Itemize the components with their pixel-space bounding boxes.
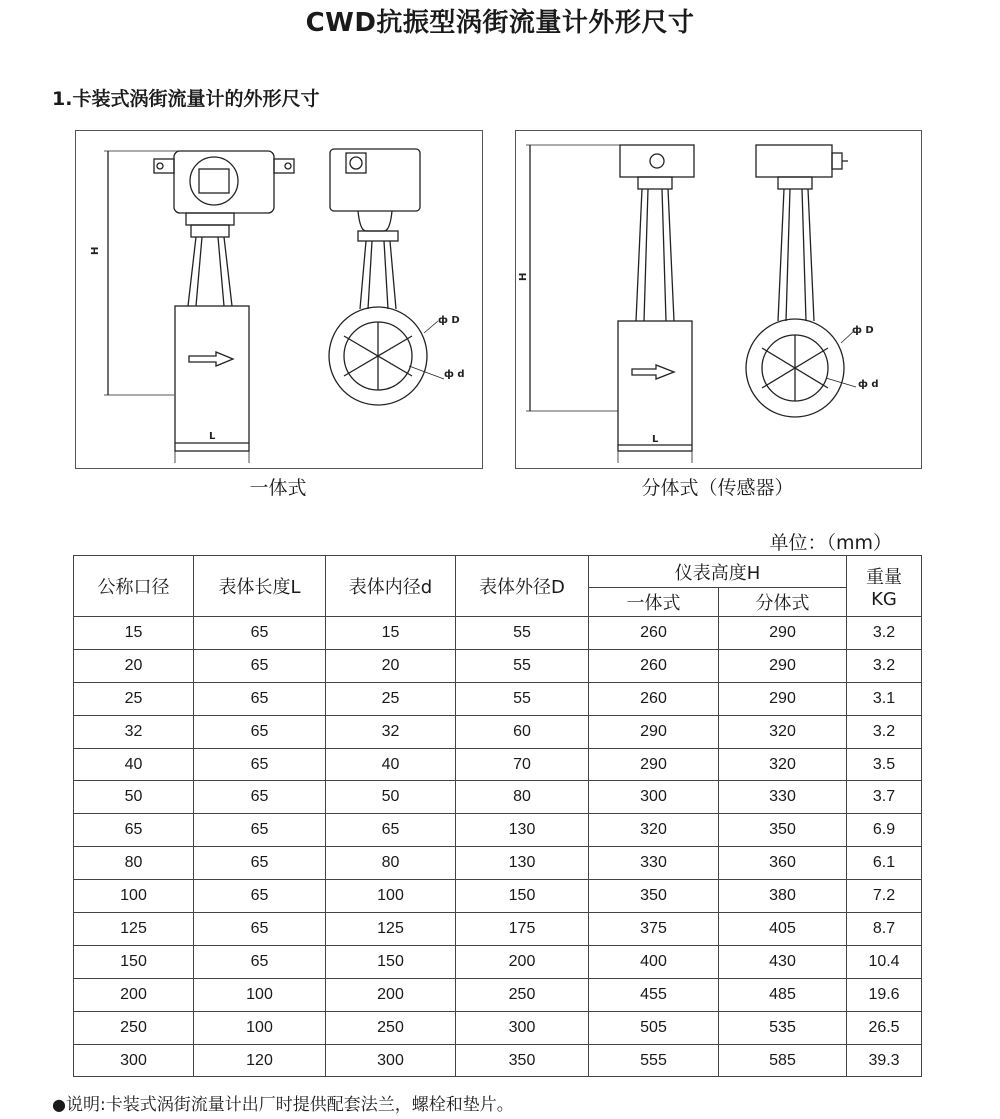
- table-cell: 3.7: [847, 781, 922, 814]
- table-cell: 65: [194, 649, 326, 682]
- table-cell: 80: [74, 847, 194, 880]
- table-cell: 200: [456, 945, 589, 978]
- flow-direction-arrow: [632, 365, 674, 379]
- table-cell: 485: [719, 978, 847, 1011]
- table-cell: 320: [719, 748, 847, 781]
- table-cell: 130: [456, 814, 589, 847]
- table-row: [74, 617, 922, 650]
- table-cell: 200: [326, 978, 456, 1011]
- dimension-table: [73, 555, 922, 1077]
- table-cell: 32: [326, 715, 456, 748]
- table-cell: 260: [589, 617, 719, 650]
- table-cell: 150: [74, 945, 194, 978]
- table-cell: 3.2: [847, 649, 922, 682]
- section-title: 1.卡装式涡街流量计的外形尺寸: [52, 88, 320, 110]
- sensor-junction-box: [620, 145, 694, 177]
- header-body-inner-diameter: 表体内径d: [326, 556, 456, 617]
- table-cell: 26.5: [847, 1011, 922, 1044]
- table-row: [74, 748, 922, 781]
- table-cell: 39.3: [847, 1044, 922, 1077]
- table-cell: 65: [194, 913, 326, 946]
- table-row: [74, 781, 922, 814]
- inner-diameter-label: ф d: [444, 369, 465, 380]
- table-row: [74, 814, 922, 847]
- table-cell: 55: [456, 649, 589, 682]
- split-type-caption: 分体式（传感器）: [641, 477, 794, 499]
- table-cell: 455: [589, 978, 719, 1011]
- table-row: [74, 649, 922, 682]
- table-cell: 250: [326, 1011, 456, 1044]
- length-label: L: [652, 434, 659, 445]
- table-cell: 585: [719, 1044, 847, 1077]
- header-body-length: 表体长度L: [194, 556, 326, 617]
- split-type-diagram: [515, 130, 922, 469]
- table-cell: 505: [589, 1011, 719, 1044]
- table-cell: 40: [326, 748, 456, 781]
- table-cell: 65: [74, 814, 194, 847]
- table-row: [74, 847, 922, 880]
- table-cell: 320: [719, 715, 847, 748]
- transmitter-side-view: [330, 149, 420, 211]
- table-cell: 6.9: [847, 814, 922, 847]
- inner-diameter-label: ф d: [858, 379, 879, 390]
- length-label: L: [209, 431, 216, 442]
- table-cell: 20: [326, 649, 456, 682]
- flow-body: [618, 321, 692, 451]
- table-header-row: [74, 556, 922, 588]
- table-row: [74, 913, 922, 946]
- table-cell: 320: [589, 814, 719, 847]
- table-cell: 250: [456, 978, 589, 1011]
- table-cell: 65: [194, 880, 326, 913]
- table-cell: 200: [74, 978, 194, 1011]
- table-cell: 300: [326, 1044, 456, 1077]
- table-cell: 125: [74, 913, 194, 946]
- table-cell: 290: [719, 649, 847, 682]
- table-cell: 50: [326, 781, 456, 814]
- table-cell: 175: [456, 913, 589, 946]
- table-cell: 3.1: [847, 682, 922, 715]
- header-meter-height: 仪表高度H: [589, 556, 847, 588]
- outer-diameter-label: ф D: [438, 315, 460, 326]
- table-cell: 150: [326, 945, 456, 978]
- table-cell: 65: [194, 814, 326, 847]
- table-cell: 3.2: [847, 715, 922, 748]
- table-cell: 80: [326, 847, 456, 880]
- footnote-text: 说明:卡装式涡街流量计出厂时提供配套法兰，螺栓和垫片。: [65, 1095, 514, 1115]
- table-row: [74, 1044, 922, 1077]
- table-cell: 60: [456, 715, 589, 748]
- table-cell: 130: [456, 847, 589, 880]
- table-cell: 400: [589, 945, 719, 978]
- table-cell: 300: [456, 1011, 589, 1044]
- table-cell: 65: [194, 945, 326, 978]
- height-label: H: [518, 272, 529, 281]
- header-weight-unit: KG: [871, 588, 897, 610]
- table-cell: 65: [194, 847, 326, 880]
- table-cell: 65: [194, 715, 326, 748]
- header-nominal-diameter: 公称口径: [74, 556, 194, 617]
- table-cell: 100: [74, 880, 194, 913]
- transmitter-housing: [174, 151, 274, 213]
- table-cell: 120: [194, 1044, 326, 1077]
- footnote: [52, 1090, 514, 1115]
- header-integrated: 一体式: [589, 588, 719, 617]
- table-cell: 290: [589, 748, 719, 781]
- table-cell: 100: [194, 978, 326, 1011]
- table-row: [74, 978, 922, 1011]
- page-title: CWD抗振型涡街流量计外形尺寸: [305, 8, 695, 38]
- table-cell: 55: [456, 682, 589, 715]
- table-cell: 65: [194, 748, 326, 781]
- table-row: [74, 880, 922, 913]
- table-cell: 6.1: [847, 847, 922, 880]
- table-cell: 150: [456, 880, 589, 913]
- table-row: [74, 1011, 922, 1044]
- table-cell: 330: [589, 847, 719, 880]
- table-cell: 360: [719, 847, 847, 880]
- table-cell: 555: [589, 1044, 719, 1077]
- flow-body: [175, 306, 249, 451]
- table-cell: 10.4: [847, 945, 922, 978]
- table-cell: 80: [456, 781, 589, 814]
- table-cell: 350: [719, 814, 847, 847]
- header-body-outer-diameter: 表体外径D: [456, 556, 589, 617]
- outer-diameter-label: ф D: [852, 325, 874, 336]
- table-cell: 260: [589, 682, 719, 715]
- table-cell: 25: [74, 682, 194, 715]
- table-row: [74, 682, 922, 715]
- table-cell: 15: [74, 617, 194, 650]
- table-cell: 300: [74, 1044, 194, 1077]
- height-label: H: [90, 246, 101, 255]
- table-cell: 260: [589, 649, 719, 682]
- table-cell: 290: [589, 715, 719, 748]
- unit-note: 单位：（mm）: [769, 532, 892, 554]
- table-cell: 70: [456, 748, 589, 781]
- table-cell: 250: [74, 1011, 194, 1044]
- integrated-type-diagram: [75, 130, 483, 469]
- table-cell: 350: [456, 1044, 589, 1077]
- table-cell: 65: [326, 814, 456, 847]
- table-cell: 40: [74, 748, 194, 781]
- table-cell: 3.5: [847, 748, 922, 781]
- table-cell: 25: [326, 682, 456, 715]
- table-cell: 430: [719, 945, 847, 978]
- table-cell: 330: [719, 781, 847, 814]
- footnote-bullet: ●: [52, 1095, 66, 1114]
- table-cell: 380: [719, 880, 847, 913]
- table-cell: 3.2: [847, 617, 922, 650]
- table-cell: 65: [194, 682, 326, 715]
- table-cell: 65: [194, 781, 326, 814]
- sensor-side-view: [756, 145, 832, 177]
- header-weight: [847, 556, 922, 617]
- table-cell: 350: [589, 880, 719, 913]
- table-cell: 100: [326, 880, 456, 913]
- table-cell: 405: [719, 913, 847, 946]
- table-body: [74, 617, 922, 1077]
- table-row: [74, 945, 922, 978]
- table-cell: 65: [194, 617, 326, 650]
- table-cell: 375: [589, 913, 719, 946]
- table-cell: 8.7: [847, 913, 922, 946]
- header-split: 分体式: [719, 588, 847, 617]
- table-cell: 100: [194, 1011, 326, 1044]
- flow-direction-arrow: [189, 352, 233, 366]
- table-cell: 19.6: [847, 978, 922, 1011]
- table-cell: 50: [74, 781, 194, 814]
- integrated-type-caption: 一体式: [249, 477, 307, 499]
- table-row: [74, 715, 922, 748]
- table-cell: 7.2: [847, 880, 922, 913]
- table-cell: 55: [456, 617, 589, 650]
- header-weight-label: 重量: [866, 566, 903, 588]
- table-cell: 290: [719, 617, 847, 650]
- table-cell: 290: [719, 682, 847, 715]
- table-cell: 32: [74, 715, 194, 748]
- table-cell: 535: [719, 1011, 847, 1044]
- table-cell: 125: [326, 913, 456, 946]
- table-cell: 20: [74, 649, 194, 682]
- table-cell: 300: [589, 781, 719, 814]
- table-cell: 15: [326, 617, 456, 650]
